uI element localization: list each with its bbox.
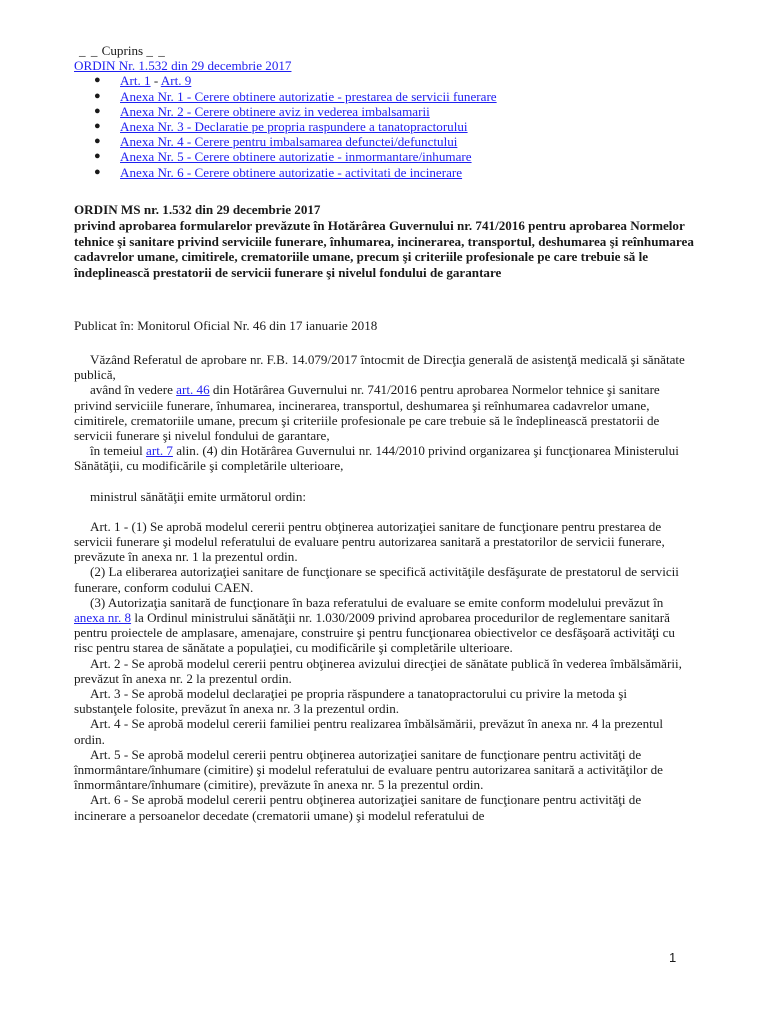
toc-item-annex-1 bbox=[74, 89, 714, 104]
paragraph-text: (3) Autorizaţia sanitară de funcţionare în baza referatului de evaluare se emite conform modelului prevăzut în bbox=[90, 594, 664, 610]
bullet-icon: ● bbox=[94, 74, 101, 87]
paragraph-avand-in-vedere bbox=[74, 382, 686, 443]
bullet-icon: ● bbox=[94, 165, 101, 178]
bullet-icon: ● bbox=[94, 135, 101, 148]
paragraph-in-temeiul bbox=[74, 443, 686, 473]
bullet-icon: ● bbox=[94, 150, 101, 163]
toc-link-annex-6[interactable]: Anexa Nr. 6 - Cerere obtinere autorizatie - activitati de incinerare bbox=[120, 164, 463, 180]
link-anexa-8[interactable]: anexa nr. 8 bbox=[74, 610, 132, 626]
article-4: Art. 4 - Se aprobă modelul cererii familiei pentru realizarea îmbălsămării, prevăzut în anexa nr. 4 la prezentul ordin. bbox=[74, 716, 663, 747]
toc-item-annex-2 bbox=[74, 104, 714, 119]
publication-info: Publicat în: Monitorul Oficial Nr. 46 din 17 ianuarie 2018 bbox=[74, 318, 378, 333]
toc-link-annex-4[interactable]: Anexa Nr. 4 - Cerere pentru imbalsamarea defunctei/defunctului bbox=[120, 134, 458, 150]
toc-list bbox=[74, 73, 714, 179]
toc-link-annex-3[interactable]: Anexa Nr. 3 - Declaratie pe propria raspundere a tanatopractorului bbox=[120, 119, 468, 135]
toc-item-annex-6 bbox=[74, 165, 714, 180]
article-1-para-2: (2) La eliberarea autorizaţiei sanitare de funcţionare se specifică activităţile desfăşurate de prestatorul de servicii funerare, conform codului CAEN. bbox=[74, 564, 679, 595]
link-art-46[interactable]: art. 46 bbox=[176, 382, 210, 398]
paragraph-text: având în vedere bbox=[90, 382, 177, 398]
article-2: Art. 2 - Se aprobă modelul cererii pentru obţinerea avizului direcţiei de sănătate publică în vederea îmbălsămării, prevăzut în anexa nr. 2 la prezentul ordin. bbox=[74, 655, 682, 686]
paragraph-referat: Văzând Referatul de aprobare nr. F.B. 14.079/2017 întocmit de Direcţia generală de asistenţă medicală şi sănătate publică, bbox=[74, 352, 685, 383]
toc-mark-after: _ _ bbox=[146, 43, 166, 58]
document-title bbox=[74, 202, 704, 281]
paragraph-text: la Ordinul ministrului sănătăţii nr. 1.030/2009 privind aprobarea procedurilor de reglementare sanitară pentru proiectele de amplasare, amenajare, construire şi pentru funcţionarea obiectivelor ce desfăşoară activităţi cu risc pentru starea de sănătate a populaţiei, cu modificările şi completările ulterioare. bbox=[74, 610, 675, 656]
toc-item-annex-4 bbox=[74, 134, 714, 149]
toc-item-annex-3 bbox=[74, 119, 714, 134]
paragraph-text: din Hotărârea Guvernului nr. 741/2016 pentru aprobarea Normelor tehnice şi sanitare privind serviciile funerare, înhumarea, incinerarea, transportul, deshumarea şi reînhumarea cadavrelor umane, cimitirele, crematoriile umane, precum şi criteriile profesionale pe care trebuie să le îndeplinească prestatorii de servicii funerare şi nivelul fondului de garantare, bbox=[74, 382, 660, 444]
article-3: Art. 3 - Se aprobă modelul declaraţiei pe propria răspundere a tanatopractorului cu privire la metoda şi substanţele folosite, prevăzut în anexa nr. 3 la prezentul ordin. bbox=[74, 686, 627, 717]
link-art-7[interactable]: art. 7 bbox=[146, 443, 173, 459]
toc-link-art-1[interactable]: Art. 1 bbox=[120, 73, 151, 89]
bullet-icon: ● bbox=[94, 104, 101, 117]
paragraph-ministrul: ministrul sănătăţii emite următorul ordin: bbox=[90, 488, 307, 504]
article-1-para-3 bbox=[74, 595, 686, 656]
paragraph-text: în temeiul bbox=[90, 443, 147, 459]
bullet-icon: ● bbox=[94, 89, 101, 102]
toc-link-annex-2[interactable]: Anexa Nr. 2 - Cerere obtinere aviz in vederea imbalsamarii bbox=[120, 103, 430, 119]
table-of-contents bbox=[74, 43, 714, 180]
toc-label: Cuprins bbox=[101, 43, 144, 58]
paragraph-text: alin. (4) din Hotărârea Guvernului nr. 144/2010 privind organizarea şi funcţionarea Ministerului Sănătăţii, cu modificările şi completările ulterioare, bbox=[74, 443, 679, 474]
toc-item-annex-5 bbox=[74, 149, 714, 164]
toc-link-art-9[interactable]: Art. 9 bbox=[160, 73, 192, 89]
toc-mark-before: _ _ bbox=[79, 43, 99, 58]
article-6: Art. 6 - Se aprobă modelul cererii pentru obţinerea autorizaţiei sanitare de funcţionare pentru activităţi de incinerare a persoanelor decedate (crematorii umane) şi modelul referatului de bbox=[74, 792, 642, 823]
toc-item-articles bbox=[74, 73, 714, 88]
bullet-icon: ● bbox=[94, 120, 101, 133]
document-body bbox=[74, 352, 686, 823]
toc-articles-separator: - bbox=[150, 73, 161, 89]
toc-link-annex-1[interactable]: Anexa Nr. 1 - Cerere obtinere autorizatie - prestarea de servicii funerare bbox=[120, 88, 497, 104]
article-5: Art. 5 - Se aprobă modelul cererii pentru obţinerea autorizaţiei sanitare de funcţionare pentru activităţi de înmormântare/înhumare (cimitire) şi modelul referatului de evaluare pentru autorizarea sanitară a activităţilor de înmormântare/înhumare (cimitire), prevăzute în anexa nr. 5 la prezentul ordin. bbox=[74, 746, 663, 793]
order-title: ORDIN MS nr. 1.532 din 29 decembrie 2017 bbox=[74, 202, 321, 217]
article-1-para-1: Art. 1 - (1) Se aprobă modelul cererii pentru obţinerea autorizaţiei sanitare de funcţionare pentru prestarea de servicii funerare şi modelul referatului de evaluare pentru autorizarea sanitară a prestatorilor de servicii funerare, prevăzute în anexa nr. 1 la prezentul ordin. bbox=[74, 518, 665, 565]
toc-order-link[interactable]: ORDIN Nr. 1.532 din 29 decembrie 2017 bbox=[74, 58, 292, 74]
toc-heading bbox=[74, 43, 714, 58]
page-number: 1 bbox=[669, 950, 677, 965]
order-subtitle: privind aprobarea formularelor prevăzute în Hotărârea Guvernului nr. 741/2016 pentru aprobarea Normelor tehnice şi sanitare privind serviciile funerare, înhumarea, incinerarea, transportul, deshumarea şi reînhumarea cadavrelor umane, cimitirele, crematoriile umane, precum şi criteriile profesionale pe care trebuie să le îndeplinească prestatorii de servicii funerare şi nivelul fondului de garantare bbox=[74, 217, 694, 281]
toc-link-annex-5[interactable]: Anexa Nr. 5 - Cerere obtinere autorizatie - inmormantare/inhumare bbox=[120, 149, 472, 165]
